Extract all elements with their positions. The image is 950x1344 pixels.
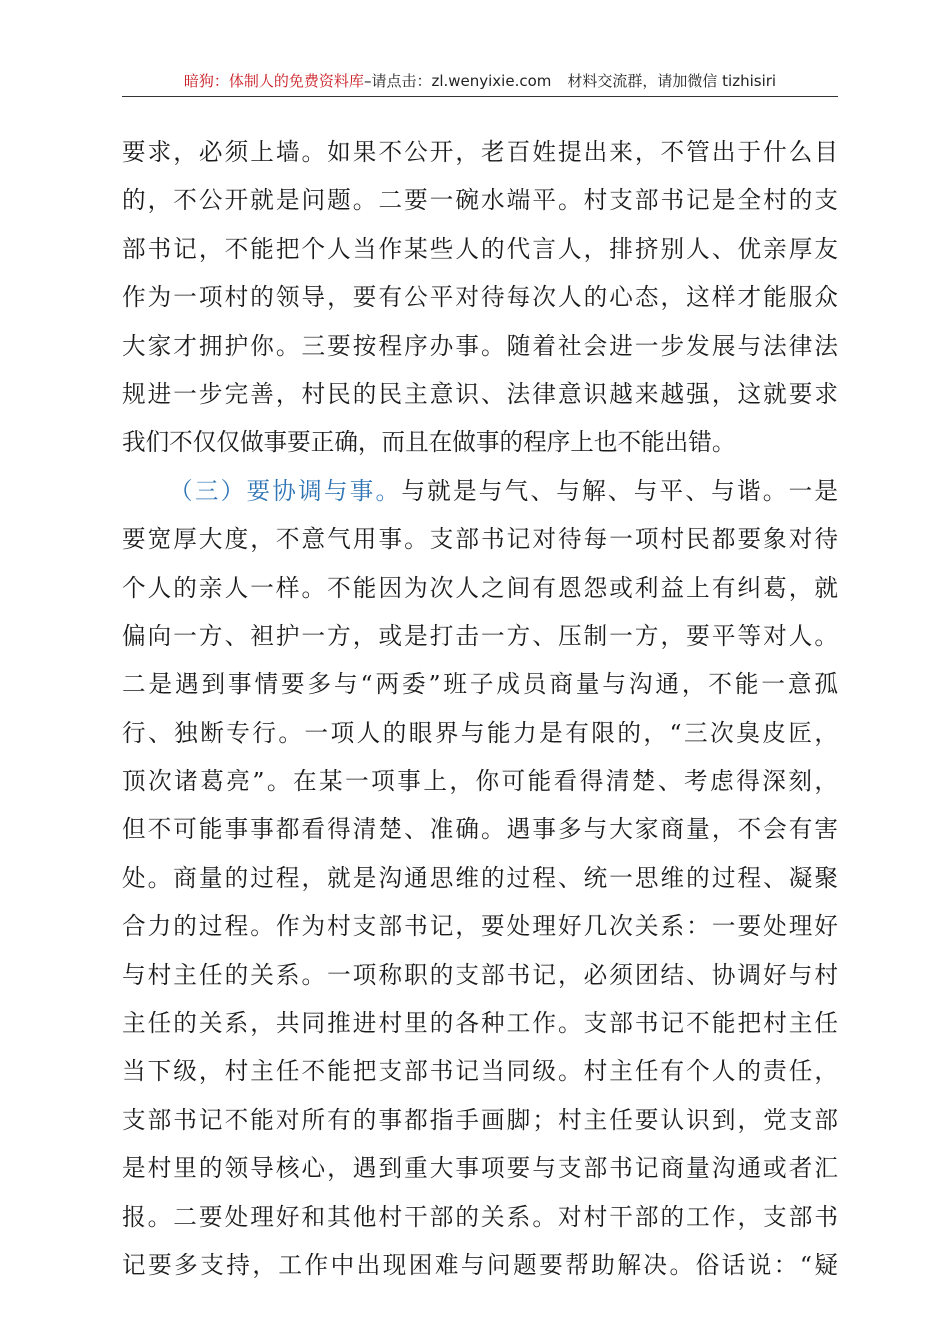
body-line: 与村主任的关系。一项称职的支部书记，必须团结、协调好与村 bbox=[122, 960, 838, 989]
body-line: 偏向一方、袒护一方，或是打击一方、压制一方，要平等对人。 bbox=[122, 621, 838, 650]
body-line: 当下级，村主任不能把支部书记当同级。村主任有个人的责任， bbox=[122, 1057, 838, 1086]
section-heading-line bbox=[122, 467, 838, 515]
body-line: 是村里的领导核心，遇到重大事项要与支部书记商量沟通或者汇 bbox=[122, 1154, 838, 1183]
body-line: 作为一项村的领导，要有公平对待每次人的心态，这样才能服众 bbox=[122, 283, 838, 312]
body-line: 顶次诸葛亮”。在某一项事上，你可能看得清楚、考虑得深刻， bbox=[122, 767, 838, 796]
body-line: 合力的过程。作为村支部书记，要处理好几次关系：一要处理好 bbox=[122, 912, 838, 941]
page-header bbox=[122, 66, 838, 97]
body-line: 个人的亲人一样。不能因为次人之间有恩怨或利益上有纠葛，就 bbox=[122, 573, 838, 602]
body-line: 我们不仅仅做事要正确，而且在做事的程序上也不能出错。 bbox=[122, 428, 736, 457]
body-line: 要宽厚大度，不意气用事。支部书记对待每一项村民都要象对待 bbox=[122, 525, 838, 554]
section-heading-rest: 与就是与气、与解、与平、与谐。一是 bbox=[401, 476, 838, 505]
body-line: 支部书记不能对所有的事都指手画脚；村主任要认识到，党支部 bbox=[122, 1105, 838, 1134]
body-line: 部书记，不能把个人当作某些人的代言人，排挤别人、优亲厚友 bbox=[122, 234, 838, 263]
body-line: 但不可能事事都看得清楚、准确。遇事多与大家商量，不会有害 bbox=[122, 815, 838, 844]
body-line: 记要多支持，工作中出现困难与问题要帮助解决。俗话说：“疑 bbox=[122, 1250, 838, 1279]
body-line: 行、独断专行。一项人的眼界与能力是有限的，“三次臭皮匠， bbox=[122, 718, 838, 747]
document-body bbox=[122, 128, 838, 1289]
header-brand: 暗狗：体制人的免费资料库 bbox=[183, 72, 364, 90]
header-contact: 材料交流群，请加微信 tizhisiri bbox=[567, 72, 777, 90]
header-click-label: –请点击： bbox=[363, 72, 432, 90]
body-line: 二是遇到事情要多与“两委”班子成员商量与沟通，不能一意孤 bbox=[122, 670, 838, 699]
body-line: 大家才拥护你。三要按程序办事。随着社会进一步发展与法律法 bbox=[122, 331, 838, 360]
body-line: 规进一步完善，村民的民主意识、法律意识越来越强，这就要求 bbox=[122, 379, 838, 408]
body-line: 处。商量的过程，就是沟通思维的过程、统一思维的过程、凝聚 bbox=[122, 863, 838, 892]
body-line: 主任的关系，共同推进村里的各种工作。支部书记不能把村主任 bbox=[122, 1009, 838, 1038]
section-heading: （三）要协调与事。 bbox=[169, 476, 402, 505]
body-line: 报。二要处理好和其他村干部的关系。对村干部的工作，支部书 bbox=[122, 1202, 838, 1231]
header-url-link[interactable]: zl.wenyixie.com bbox=[431, 72, 552, 90]
body-line: 的，不公开就是问题。二要一碗水端平。村支部书记是全村的支 bbox=[122, 186, 838, 215]
body-line: 要求，必须上墙。如果不公开，老百姓提出来，不管出于什么目 bbox=[122, 138, 838, 166]
